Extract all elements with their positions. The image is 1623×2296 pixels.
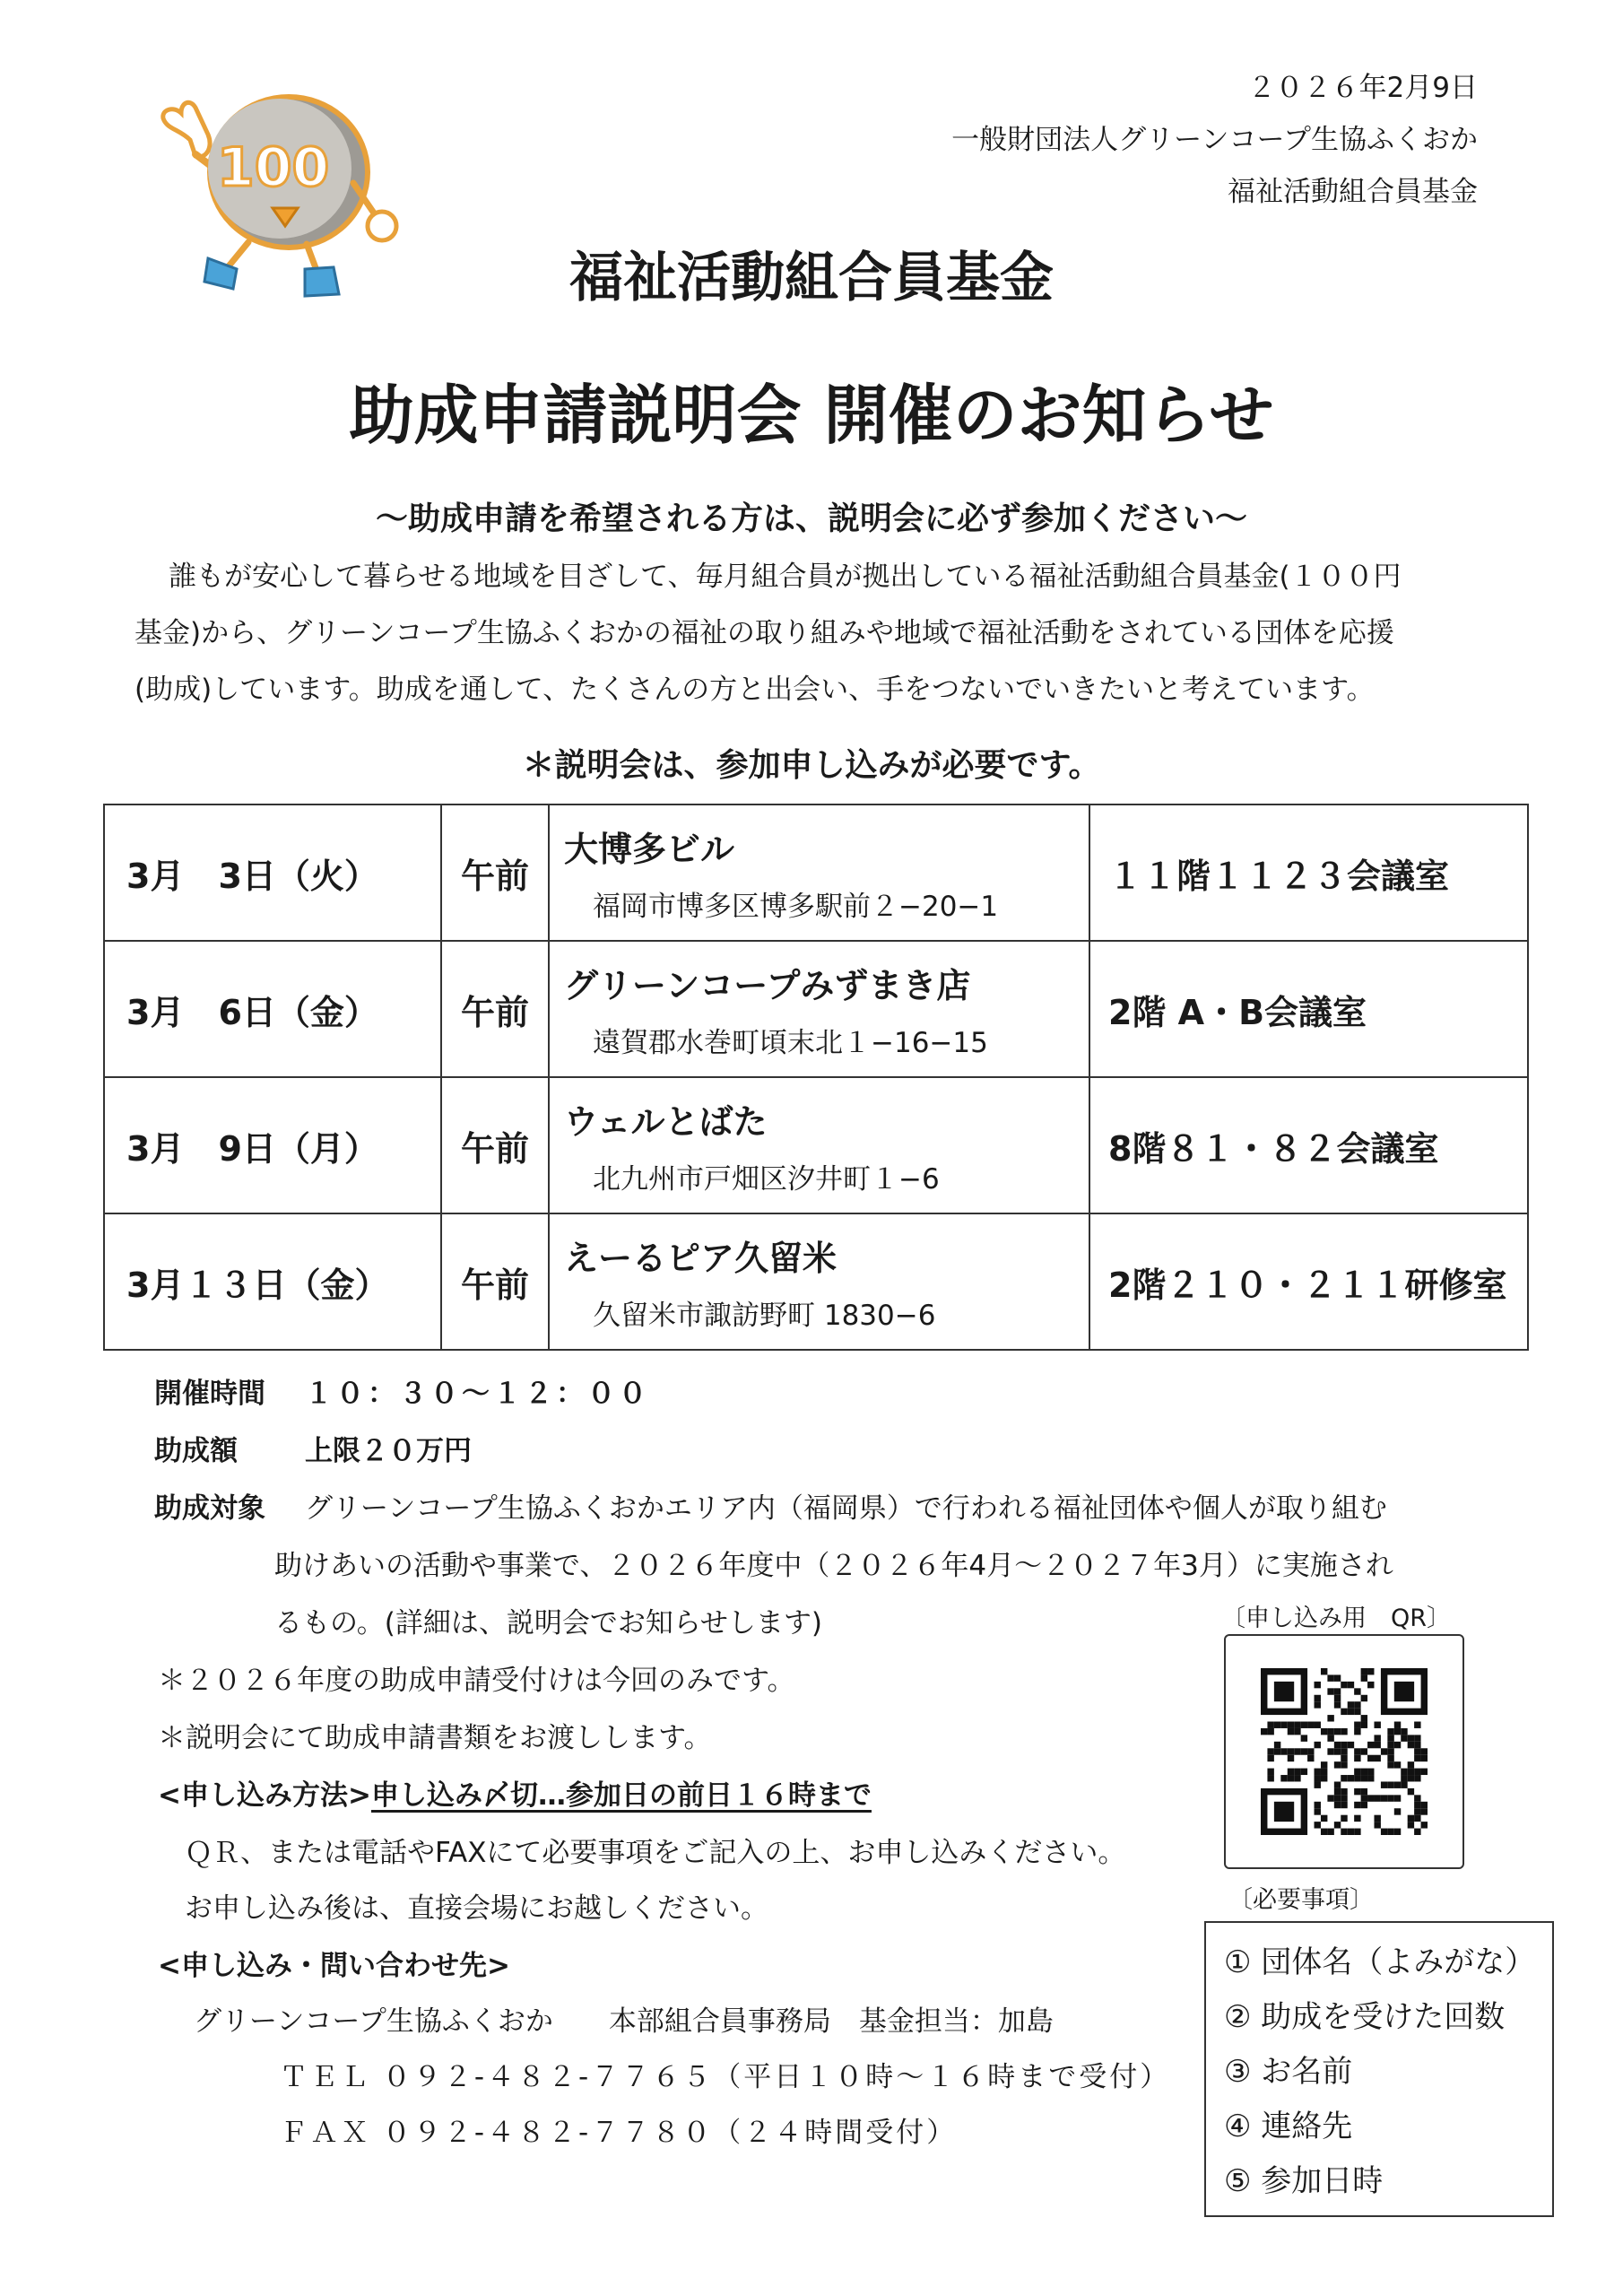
grant-amount-label: 助成額	[154, 1435, 238, 1467]
issue-date: ２０２６年2月9日	[1247, 72, 1478, 104]
grant-target-text: 助けあいの活動や事業で、２０２６年度中（２０２６年4月～２０２７年3月）に実施され	[274, 1550, 1393, 1582]
event-time-label: 開催時間	[154, 1378, 265, 1410]
page-subtitle: ～助成申請を希望される方は、説明会に必ず参加ください～	[375, 500, 1247, 537]
venue-name: ウェルとばた	[564, 1102, 768, 1142]
apply-instruction: ＱＲ、または電話やFAXにて必要事項をご記入の上、お申し込みください。	[185, 1837, 1126, 1869]
required-items-label: 〔必要事項〕	[1228, 1886, 1374, 1914]
session-date: 3月１３日（金）	[104, 1213, 441, 1350]
required-item: ⑤ 参加日時	[1224, 2163, 1384, 2199]
intro-paragraph	[135, 549, 1533, 718]
apply-method-label: <申し込み方法>	[158, 1779, 371, 1812]
intro-line: 誰もが安心して暮らせる地域を目ざして、毎月組合員が拠出している福祉活動組合員基金(１００円	[169, 561, 1402, 593]
grant-amount-row	[154, 1428, 472, 1468]
session-room: 8階８１・８２会議室	[1089, 1077, 1528, 1213]
qr-code-icon	[1261, 1668, 1428, 1835]
table-row	[104, 941, 1528, 1077]
required-item: ① 団体名（よみがな）	[1224, 1944, 1536, 1980]
fund-name: 福祉活動組合員基金	[1228, 176, 1478, 208]
table-row	[104, 804, 1528, 941]
page-title-line1: 福祉活動組合員基金	[569, 247, 1054, 309]
venue-address: 北九州市戸畑区汐井町１−6	[593, 1163, 940, 1196]
apply-deadline: 申し込み〆切…参加日の前日１６時まで	[370, 1779, 872, 1812]
session-room: 2階２１０・２１１研修室	[1089, 1213, 1528, 1350]
session-date: 3月 3日（火）	[104, 804, 441, 941]
schedule-table	[103, 804, 1529, 1351]
mascot-100-text: 100	[217, 136, 330, 199]
intro-line: 基金)から、グリーンコープ生協ふくおかの福祉の取り組みや地域で福祉活動をされている団体を応援	[135, 617, 1394, 649]
note-item: ＊２０２６年度の助成申請受付けは今回のみです。	[158, 1665, 795, 1697]
venue-name: グリーンコープみずまき店	[564, 966, 971, 1005]
table-row	[104, 1213, 1528, 1350]
session-venue	[549, 1077, 1089, 1213]
session-venue	[549, 804, 1089, 941]
session-room: 2階 A・B会議室	[1089, 941, 1528, 1077]
apply-instruction: お申し込み後は、直接会場にお越しください。	[185, 1892, 768, 1925]
registration-notice: ＊説明会は、参加申し込みが必要です。	[522, 747, 1101, 784]
required-item: ④ 連絡先	[1224, 2109, 1353, 2144]
required-item: ③ お名前	[1224, 2054, 1353, 2090]
grant-target-text: グリーンコープ生協ふくおかエリア内（福岡県）で行われる福祉団体や個人が取り組む	[305, 1492, 1387, 1525]
required-item: ② 助成を受けた回数	[1224, 1999, 1506, 2035]
table-row	[104, 1077, 1528, 1213]
qr-label: 〔申し込み用 QR〕	[1221, 1605, 1452, 1632]
venue-address: 遠賀郡水巻町頃末北１−16−15	[593, 1027, 988, 1059]
venue-address: 福岡市博多区博多駅前２−20−1	[593, 891, 999, 923]
contact-fax: ＦＡＸ ０９２-４８２-７７８０（２４時間受付）	[280, 2117, 958, 2149]
contact-label: <申し込み・問い合わせ先>	[158, 1950, 510, 1982]
session-venue	[549, 941, 1089, 1077]
venue-name: 大博多ビル	[564, 830, 735, 869]
venue-name: えーるピア久留米	[564, 1239, 838, 1278]
qr-code[interactable]	[1224, 1634, 1464, 1869]
intro-line: (助成)しています。助成を通して、たくさんの方と出会い、手をつないでいきたいと考えています。	[135, 674, 1375, 706]
venue-address: 久留米市諏訪野町 1830−6	[593, 1300, 936, 1332]
required-items-box	[1204, 1921, 1554, 2217]
session-time: 午前	[441, 941, 549, 1077]
note-item: ＊説明会にて助成申請書類をお渡しします。	[158, 1722, 712, 1754]
session-date: 3月 6日（金）	[104, 941, 441, 1077]
event-time-value: １０：３０～１２：００	[305, 1378, 650, 1410]
organization-name: 一般財団法人グリーンコープ生協ふくおか	[951, 124, 1478, 156]
grant-amount-value: 上限２０万円	[305, 1435, 472, 1467]
session-time: 午前	[441, 804, 549, 941]
contact-tel: ＴＥＬ ０９２-４８２-７７６５（平日１０時～１６時まで受付）	[280, 2061, 1171, 2093]
contact-organization: グリーンコープ生協ふくおか 本部組合員事務局 基金担当：加島	[194, 2005, 1054, 2038]
grant-target-text: るもの。(詳細は、説明会でお知らせします)	[274, 1607, 823, 1639]
grant-target-row	[154, 1485, 1387, 1526]
session-time: 午前	[441, 1213, 549, 1350]
apply-method-row	[158, 1772, 872, 1813]
page-title-line2: 助成申請説明会 開催のお知らせ	[349, 378, 1274, 453]
session-time: 午前	[441, 1077, 549, 1213]
grant-target-label: 助成対象	[154, 1492, 265, 1525]
event-time-row	[154, 1370, 650, 1411]
session-room: １１階１１２３会議室	[1089, 804, 1528, 941]
session-date: 3月 9日（月）	[104, 1077, 441, 1213]
session-venue	[549, 1213, 1089, 1350]
